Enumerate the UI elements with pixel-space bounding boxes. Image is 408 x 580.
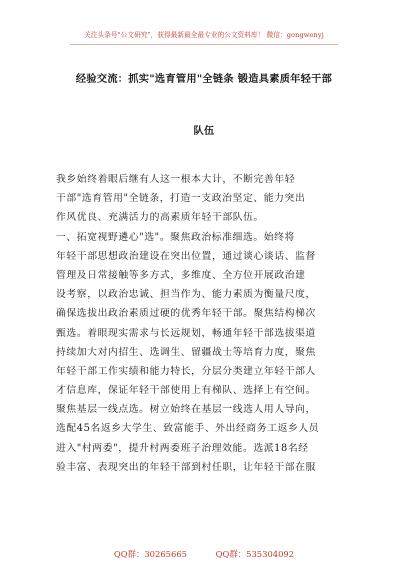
body-line: 年轻干部工作实绩和能力特长，分层分类建立年轻干部人 (56, 365, 316, 377)
body-line: 设考察，以政治忠诚、担当作为、能力素质为衡量尺度， (56, 289, 316, 301)
body-line: 才信息库，保证年轻干部使用上有梯队、选择上有空间。 (56, 385, 316, 397)
footer-contact (0, 548, 408, 560)
footer-qq-group-1: QQ群：30265665 (113, 549, 187, 559)
document-title: 经验交流：抓实"选育管用"全链条 锻造具素质年轻干部 (75, 73, 333, 85)
header-divider (70, 44, 338, 45)
body-line: 甄选。着眼现实需求与长远规划，畅通年轻干部选拔渠道 (56, 327, 316, 339)
body-line: 管理及日常接触等多方式，多维度、全方位开展政治建 (56, 269, 306, 281)
body-line: 聚焦基层一线点选。树立始终在基层一线选人用人导向， (56, 404, 316, 416)
header-banner: 关注头条号"公文研究"，获得最新最全最专业的公文资料库！ 微信：gongwenyj (84, 31, 324, 39)
body-line: 选配45名返乡大学生、致富能手、外出经商务工返乡人员 (56, 423, 320, 435)
body-line: 进入"村两委"，提升村两委班子治理效能。选派18名经 (56, 442, 309, 454)
body-line: 年轻干部思想政治建设在突出位置，通过谈心谈话、监督 (56, 250, 316, 262)
body-line: 干部"选育管用"全链条，打造一支政治坚定、能力突出 (56, 193, 306, 205)
document-body (56, 170, 356, 477)
body-line: 我乡始终着眼后继有人这一根本大计，不断完善年轻 (56, 174, 296, 185)
body-line: 持续加大对内招生、选调生、留疆战士等培育力度，聚焦 (56, 346, 316, 358)
body-line: 一、拓宽视野遴心"选"。聚焦政治标准细选。始终将 (56, 231, 295, 243)
footer-qq-group-2: QQ群：535304092 (215, 549, 295, 559)
body-line: 作风优良、充满活力的高素质年轻干部队伍。 (56, 212, 264, 224)
body-line: 验丰富、表现突出的年轻干部到村任职，让年轻干部在服 (56, 461, 316, 473)
document-title-continued: 队伍 (193, 125, 215, 137)
body-line: 确保选拔出政治素质过硬的优秀年轻干部。聚焦结构梯次 (56, 308, 316, 320)
